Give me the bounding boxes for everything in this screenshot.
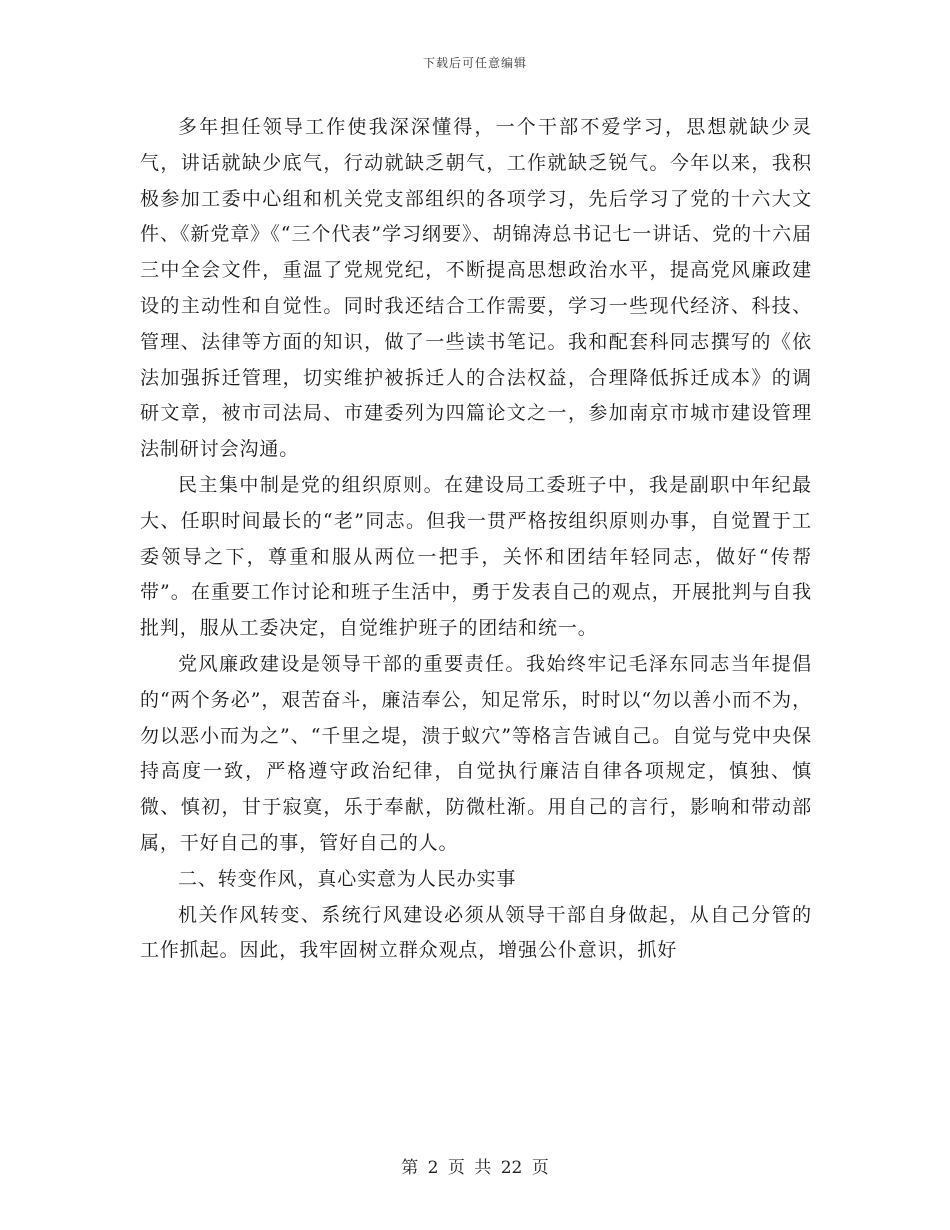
page-header-note: 下载后可任意编辑 [422, 56, 527, 70]
page-number-footer: 第 2 页 共 22 页 [401, 1158, 549, 1178]
paragraph-work-style: 机关作风转变、系统行风建设必须从领导干部自身做起，从自己分管的工作抓起。因此，我牢固树立群众观点，增强公仆意识，抓好 [140, 903, 812, 962]
document-body [140, 110, 812, 969]
paragraph-study: 多年担任领导工作使我深深懂得，一个干部不爱学习，思想就缺少灵气，讲话就缺少底气，行动就缺乏朝气，工作就缺乏锐气。今年以来，我积极参加工委中心组和机关党支部组织的各项学习，先后学习了党的十六大文件、《新党章》《“三个代表”学习纲要》、胡锦涛总书记七一讲话、党的十六届三中全会文件，重温了党规党纪，不断提高思想政治水平，提高党风廉政建设的主动性和自觉性。同时我还结合工作需要，学习一些现代经济、科技、管理、法律等方面的知识，做了一些读书笔记。我和配套科同志撰写的《依法加强拆迁管理，切实维护被拆迁人的合法权益，合理降低拆迁成本》的调研文章，被市司法局、市建委列为四篇论文之一，参加南京市城市建设管理法制研讨会沟通。 [140, 116, 812, 461]
paragraph-integrity: 党风廉政建设是领导干部的重要责任。我始终牢记毛泽东同志当年提倡的“两个务必”，艰苦奋斗，廉洁奉公，知足常乐，时时以“勿以善小而不为，勿以恶小而为之”、“千里之堤，溃于蚁穴”等格言告诫自己。自觉与党中央保持高度一致，严格遵守政治纪律，自觉执行廉洁自律各项规定，慎独、慎微、慎初，甘于寂寞，乐于奉献，防微杜渐。用自己的言行，影响和带动部属，干好自己的事，管好自己的人。 [140, 652, 812, 854]
paragraph-democratic-centralism: 民主集中制是党的组织原则。在建设局工委班子中，我是副职中年纪最大、任职时间最长的“老”同志。但我一贯严格按组织原则办事，自觉置于工委领导之下，尊重和服从两位一把手，关怀和团结年轻同志，做好“传帮带”。在重要工作讨论和班子生活中，勇于发表自己的观点，开展批判与自我批判，服从工委决定，自觉维护班子的团结和统一。 [140, 473, 812, 640]
section-heading-two: 二、转变作风，真心实意为人民办实事 [178, 867, 517, 890]
